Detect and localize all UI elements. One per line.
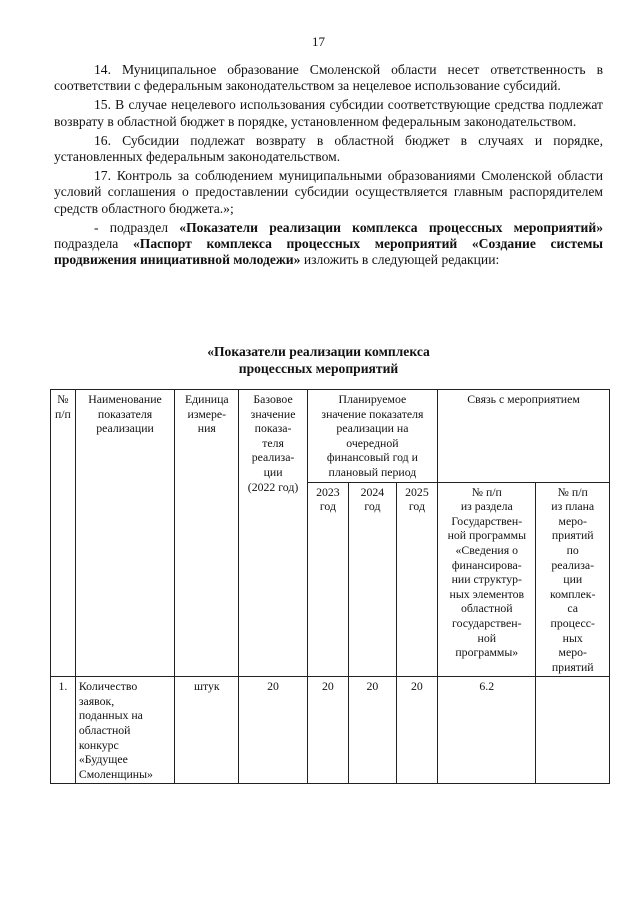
row-base: 20 [239, 677, 307, 784]
page-number: 17 [312, 34, 325, 49]
table-header-row-1 [51, 390, 610, 483]
header-2024: 2024 год [349, 482, 397, 677]
indicators-table [50, 389, 610, 784]
row-gp-section: 6.2 [438, 677, 536, 784]
header-num: № п/п [51, 390, 76, 677]
header-gp-section: № п/п из раздела Государствен- ной программы «Сведения о финансирова- нии структур- ных элементов областной государствен- ной программы» [438, 482, 536, 677]
table-title [0, 343, 637, 377]
amendment-mid: подраздела [54, 236, 133, 252]
table-row [51, 677, 610, 784]
table-title-line-2: процессных мероприятий [238, 361, 399, 376]
paragraph-amendment [54, 220, 603, 269]
header-link: Связь с мероприятием [438, 390, 610, 483]
amendment-end: изложить в следующей редакции: [300, 252, 500, 268]
row-2023: 20 [307, 677, 348, 784]
paragraph-14: 14. Муниципальное образование Смоленской области несет ответственность в соответствии с федеральным законодательством за нецелевое использование субсидий. [54, 62, 603, 94]
amendment-passport-title: «Паспорт комплекса процессных мероприятий «Создание системы продвижения инициативной молодежи» [54, 236, 603, 268]
row-2024: 20 [349, 677, 397, 784]
header-name: Наименование показателя реализации [75, 390, 174, 677]
paragraph-15: 15. В случае нецелевого использования субсидии соответствующие средства подлежат возврату в областной бюджет в порядке, установленном федеральным законодательством. [54, 97, 603, 129]
header-2023: 2023 год [307, 482, 348, 677]
amendment-subsection-title: «Показатели реализации комплекса процессных мероприятий» [179, 219, 603, 235]
row-num: 1. [51, 677, 76, 784]
row-name: Количество заявок, поданных на областной конкурс «Будущее Смоленщины» [75, 677, 174, 784]
amendment-dash: - подраздел [94, 219, 180, 235]
body-text [54, 62, 603, 271]
row-2025: 20 [396, 677, 437, 784]
header-planned: Планируемое значение показателя реализации на очередной финансовый год и плановый период [307, 390, 437, 483]
header-plan-num: № п/п из плана меро- приятий по реализа- ции комплек- са процесс- ных меро- приятий [536, 482, 610, 677]
header-base: Базовое значение показа- теля реализа- ции (2022 год) [239, 390, 307, 677]
row-unit: штук [175, 677, 239, 784]
row-plan-num [536, 677, 610, 784]
table-title-line-1: «Показатели реализации комплекса [207, 344, 430, 359]
paragraph-17: 17. Контроль за соблюдением муниципальными образованиями Смоленской области условий соглашения о предоставлении субсидии осуществляется главным распорядителем средств областного бюджета.»; [54, 168, 603, 216]
header-unit: Единица измере- ния [175, 390, 239, 677]
paragraph-16: 16. Субсидии подлежат возврату в областной бюджет в случаях и порядке, установленных федеральным законодательством. [54, 132, 603, 165]
header-2025: 2025 год [396, 482, 437, 677]
